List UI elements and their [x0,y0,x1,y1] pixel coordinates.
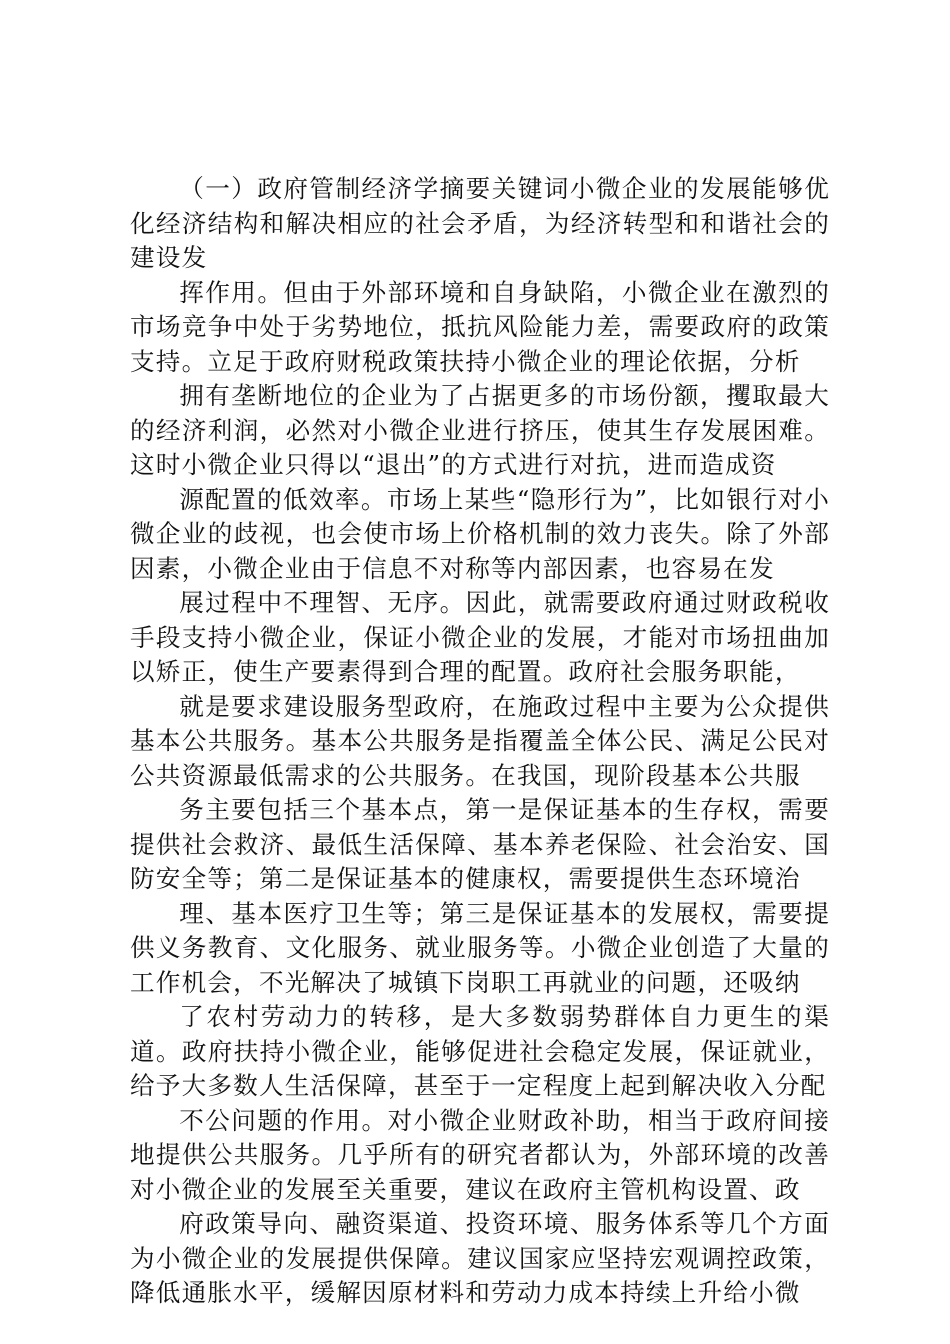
paragraph: 挥作用。但由于外部环境和自身缺陷，小微企业在激烈的市场竞争中处于劣势地位，抵抗风险能力差，需要政府的政策支持。立足于政府财税政策扶持小微企业的理论依据，分析 [130,277,830,376]
paragraph: 就是要求建设服务型政府，在施政过程中主要为公众提供基本公共服务。基本公共服务是指覆盖全体公民、满足公民对公共资源最低需求的公共服务。在我国，现阶段基本公共服 [130,691,830,790]
paragraph: 理、基本医疗卫生等；第三是保证基本的发展权，需要提供义务教育、文化服务、就业服务等。小微企业创造了大量的工作机会，不光解决了城镇下岗职工再就业的问题，还吸纳 [130,898,830,997]
paragraph: 拥有垄断地位的企业为了占据更多的市场份额，攫取最大的经济利润，必然对小微企业进行挤压，使其生存发展困难。这时小微企业只得以“退出”的方式进行对抗，进而造成资 [130,381,830,479]
paragraph: 了农村劳动力的转移，是大多数弱势群体自力更生的渠道。政府扶持小微企业，能够促进社会稳定发展，保证就业，给予大多数人生活保障，甚至于一定程度上起到解决收入分配 [130,1002,830,1100]
document-body [130,172,830,1311]
paragraph: 展过程中不理智、无序。因此，就需要政府通过财政税收手段支持小微企业，保证小微企业的发展，才能对市场扭曲加以矫正，使生产要素得到合理的配置。政府社会服务职能， [130,588,830,686]
paragraph: 务主要包括三个基本点，第一是保证基本的生存权，需要提供社会救济、最低生活保障、基本养老保险、社会治安、国防安全等；第二是保证基本的健康权，需要提供生态环境治 [130,795,830,893]
paragraph: （一）政府管制经济学摘要关键词小微企业的发展能够优化经济结构和解决相应的社会矛盾，为经济转型和和谐社会的建设发 [130,174,830,272]
paragraph: 府政策导向、融资渠道、投资环境、服务体系等几个方面为小微企业的发展提供保障。建议国家应坚持宏观调控政策，降低通胀水平，缓解因原材料和劳动力成本持续上升给小微 [130,1209,830,1307]
paragraph: 源配置的低效率。市场上某些“隐形行为”，比如银行对小微企业的歧视，也会使市场上价格机制的效力丧失。除了外部因素，小微企业由于信息不对称等内部因素，也容易在发 [130,484,830,583]
paragraph: 不公问题的作用。对小微企业财政补助，相当于政府间接地提供公共服务。几乎所有的研究者都认为，外部环境的改善对小微企业的发展至关重要，建议在政府主管机构设置、政 [130,1105,830,1204]
